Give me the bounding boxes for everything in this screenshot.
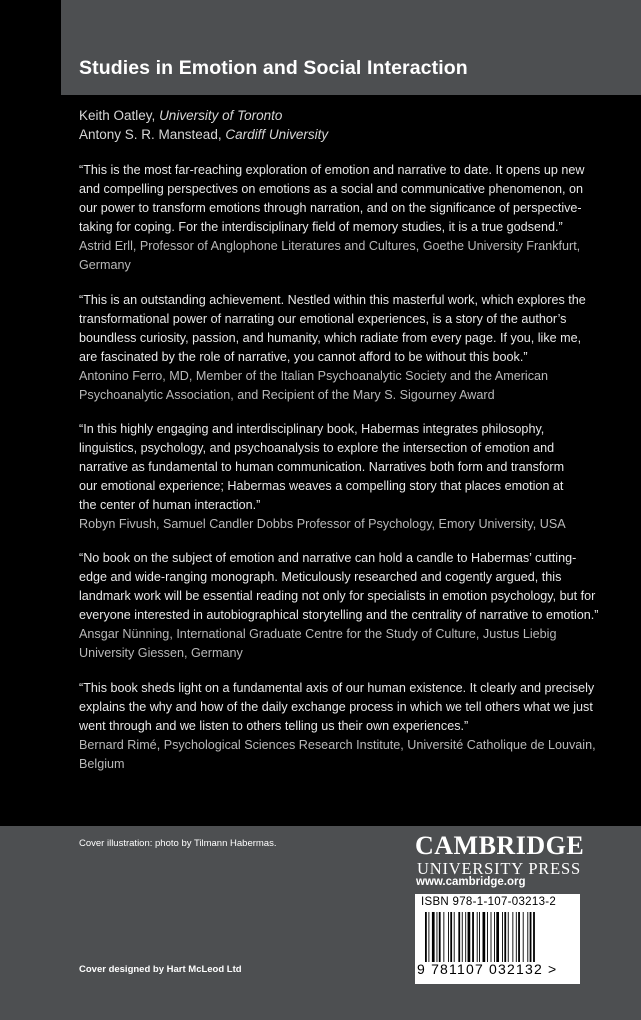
- barcode-bar: [491, 912, 492, 962]
- publisher-url: www.cambridge.org: [416, 876, 526, 888]
- quote-source: Antonino Ferro, MD, Member of the Italian Psychoanalytic Society and the American: [79, 369, 548, 383]
- cover-illustration-credit: Cover illustration: photo by Tilmann Habermas.: [79, 838, 277, 849]
- quote-source: Bernard Rimé, Psychological Sciences Research Institute, Université Catholique de Louvain,: [79, 738, 596, 752]
- barcode-bar: [454, 912, 455, 962]
- barcode-bar: [462, 912, 463, 962]
- barcode-bar: [465, 912, 466, 962]
- barcode-bar: [479, 912, 480, 962]
- isbn-barcode: [415, 894, 580, 984]
- barcode-bar: [432, 912, 435, 962]
- quote-line: “In this highly engaging and interdisciplinary book, Habermas integrates philosophy,: [79, 422, 545, 436]
- quote-line: transformational power of narrating our emotional experiences, is a story of the author’s: [79, 312, 567, 326]
- barcode-bar: [530, 912, 532, 962]
- barcode-bar: [425, 912, 427, 962]
- barcode-bar: [458, 912, 460, 962]
- quote-line: went through and we listen to others telling us their own experiences.”: [79, 719, 469, 733]
- isbn-number: ISBN 978-1-107-03213-2: [421, 896, 557, 908]
- quote-line: “This is an outstanding achievement. Nestled within this masterful work, which explores the: [79, 293, 586, 307]
- cover-left-margin: [0, 0, 61, 826]
- barcode-bar: [428, 912, 429, 962]
- quote-source: Ansgar Nünning, International Graduate Centre for the Study of Culture, Justus Liebig: [79, 627, 557, 641]
- quote-source: University Giessen, Germany: [79, 646, 243, 660]
- barcode-bar: [477, 912, 478, 962]
- quote-line: boundless curiosity, passion, and humanity, which radiate from every page. If you, like me,: [79, 331, 582, 345]
- barcode-bar: [512, 912, 513, 962]
- editor-affiliation: Cardiff University: [225, 127, 329, 142]
- barcode-bar: [439, 912, 441, 962]
- quote-line: our power to transform emotions through narration, and on the significance of perspective-: [79, 201, 582, 215]
- quote-line: our emotional experience; Habermas weaves a compelling story that places emotion at: [79, 479, 564, 493]
- quote-line: “This book sheds light on a fundamental axis of our human existence. It clearly and precisely: [79, 681, 595, 695]
- quote-line: everyone interested in autobiographical storytelling and the centrality of narrative to emotion.”: [79, 608, 599, 622]
- series-editors: [79, 106, 328, 144]
- barcode-bar: [443, 912, 444, 962]
- quote-source: Astrid Erll, Professor of Anglophone Literatures and Cultures, Goethe University Frankfurt,: [79, 239, 581, 253]
- quote-line: “This is the most far-reaching exploration of emotion and narrative to date. It opens up new: [79, 163, 585, 177]
- quote-line: explains the why and how of the daily exchange process in which we tell others what we just: [79, 700, 593, 714]
- barcode-bar: [518, 912, 520, 962]
- barcode-bar: [496, 912, 499, 962]
- quote-source: Robyn Fivush, Samuel Candler Dobbs Professor of Psychology, Emory University, USA: [79, 517, 566, 531]
- cover-design-credit: Cover designed by Hart McLeod Ltd: [79, 964, 242, 975]
- quote-line: and compelling perspectives on emotions as a social and communicative phenomenon, on: [79, 182, 584, 196]
- quote-source: Psychoanalytic Association, and Recipient of the Mary S. Sigourney Award: [79, 388, 495, 402]
- barcode-bar: [502, 912, 503, 962]
- series-title: Studies in Emotion and Social Interaction: [79, 57, 468, 79]
- editor-affiliation: University of Toronto: [159, 108, 283, 123]
- publisher-logo: [415, 832, 583, 878]
- quote-source: Belgium: [79, 757, 125, 771]
- barcode-bar: [504, 912, 506, 962]
- quote-line: landmark work will be essential reading not only for specialists in emotion psychology, but for: [79, 589, 596, 603]
- quote-line: narrative as fundamental to human communication. Narratives both form and transform: [79, 460, 565, 474]
- barcode-bar: [450, 912, 452, 962]
- barcode-bar: [468, 912, 471, 962]
- publisher-subtitle: UNIVERSITY PRESS: [417, 859, 581, 878]
- endorsement-quote: [79, 291, 627, 405]
- barcode-bar: [437, 912, 438, 962]
- barcode-bar: [483, 912, 486, 962]
- endorsement-quote: [79, 161, 627, 275]
- editor-line: [79, 125, 328, 144]
- editor-name: Keith Oatley,: [79, 108, 156, 123]
- quote-source: Germany: [79, 258, 131, 272]
- barcode-bar: [487, 912, 488, 962]
- quote-line: “No book on the subject of emotion and narrative can hold a candle to Habermas’ cutting-: [79, 551, 577, 565]
- series-band: [61, 0, 641, 95]
- barcode-bar: [533, 912, 535, 962]
- quote-line: taking for coping. For the interdisciplinary field of memory studies, it is a true godsend.”: [79, 220, 563, 234]
- barcode-bar: [472, 912, 474, 962]
- barcode-bar: [523, 912, 524, 962]
- editor-name: Antony S. R. Manstead,: [79, 127, 222, 142]
- barcode-bar: [448, 912, 449, 962]
- editor-line: [79, 106, 328, 125]
- barcode-digits: 9 781107 032132 >: [417, 961, 558, 977]
- barcode-bar: [508, 912, 509, 962]
- barcode-bar: [516, 912, 517, 962]
- endorsement-quote: [79, 549, 627, 663]
- barcode-bar: [494, 912, 495, 962]
- quote-line: are fascinated by the role of narrative, you cannot afford to be without this book.”: [79, 350, 528, 364]
- publisher-name: CAMBRIDGE: [415, 831, 585, 860]
- quote-line: the center of human interaction.”: [79, 498, 261, 512]
- quote-line: linguistics, psychology, and psychoanalysis to explore the intersection of emotion and: [79, 441, 555, 455]
- barcode-bar: [527, 912, 528, 962]
- quote-line: edge and wide-ranging monograph. Meticulously researched and cogently argued, this: [79, 570, 562, 584]
- endorsement-quote: [79, 679, 627, 774]
- endorsement-quote: [79, 420, 627, 534]
